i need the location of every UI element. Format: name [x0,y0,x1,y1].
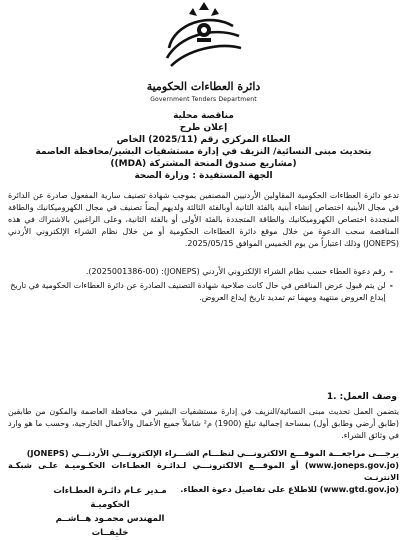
bullet-marker: - [389,281,393,290]
follow-up-line-3-text: للاطلاع على تفاصيل دعوة العطاء. [180,484,320,494]
section-number: 1. [326,392,337,402]
intro-paragraph: تدعو دائرة العطاءات الحكومية المقاولين الأردنيين المصنفين بموجب شهادة تصنيف سارية المفعول صادرة عن الدائرة في مجال الأبنية اختصاص إنشاء أبنية بالفئة الثانية أوبالفئة الثالثة ولديهم أيضاً تصنيف في مجال الكهروميكانيك والطاقة المتجددة اختصاص الكهروميكانيك والطاقة المتجددة بالفئة الأولى أو بالفئة الثانية، وعلى الراغبين بالاشتراك في هذه المناقصة سحب الدعوة من خلال موقع دائرة العطاءات الحكومية أو من خلال نظام الشراء الإلكتروني الأردني (JONEPS) وذلك اعتباراً من يوم الخميس الموافق 2025/05/15. [8,191,399,248]
tender-subject: بتحديث مبنى النسائية/ النزيف في إدارة مستشفيات البشير/محافظة العاصمة [35,147,372,157]
announcement-titles [6,110,401,182]
signature-block [40,484,180,540]
classification-validity-note: لن يتم قبول عرض المناقص في حال كانت صلاحية شهادة التصنيف الصادرة عن دائرة العطاءات الحكومية في تاريخ إيداع العروض منتهية ومهما تم تمديد تاريخ إيداع العروض. [10,281,386,302]
announcement-label: إعلان طرح [179,123,228,133]
signatory-title: مـدير عـام دائـرة العطـاءات الحكوميـة [53,486,167,510]
list-item [8,280,393,304]
beneficiary: الجهة المستفيدة : وزارة الصحة [134,171,273,181]
gtd-website-link[interactable]: (www.gtd.gov.jo) [319,484,399,494]
tender-type: مناقصة محلية [173,111,234,121]
signatory-name: المهندس محمـود هــاشــم خليفــات [55,514,165,538]
department-name-arabic: دائرة العطاءات الحكومية [146,80,261,93]
department-name-english: Government Tenders Department [150,96,257,103]
section-title: وصف العمل: [339,392,397,402]
joneps-website-link[interactable]: (www.joneps.gov.jo) [304,460,399,470]
gtd-logo-icon [149,2,259,82]
tender-number: العطاء المركزي رقم (2025/11) الخاص [116,135,291,145]
follow-up-line-1: يرجـــى مراجعـــة الموقـــع الالكترونـــي لنظـــام الشـــراء الإلكترونـــي الأردنـــي (JONEPS) [26,448,399,458]
bullet-marker: - [389,267,393,276]
follow-up-line-2-text: أو الموقـــع الالكترونـــي لـدائـرة العطـاءات الحكـوميـة علـى شبكـة الانترنـت [8,460,399,482]
requirements-list [8,266,393,304]
section-heading [321,392,397,402]
joneps-invitation-number: رقم دعوة العطاء حسب نظام الشراء الإلكتروني الأردني (JONEPS): (2025001386-00). [85,267,386,276]
work-description: يتضمن العمل تحديث مبنى النسائية/النزيف في إدارة مستشفيات البشير في محافظة العاصمة والمكون من طابقين (طابق أرضي وطابق أول) بمساحة إجمالية تبلغ (1900) م² شاملاً جميع الأعمال والأعمال الخارجية، وحسب ما هو وارد في وثائق الشراء. [8,407,399,440]
follow-up-line-2 [8,459,399,483]
list-item [8,266,393,278]
funding-source: (مشاريع صندوق المنحة المشتركة (MDA)) [110,159,297,169]
